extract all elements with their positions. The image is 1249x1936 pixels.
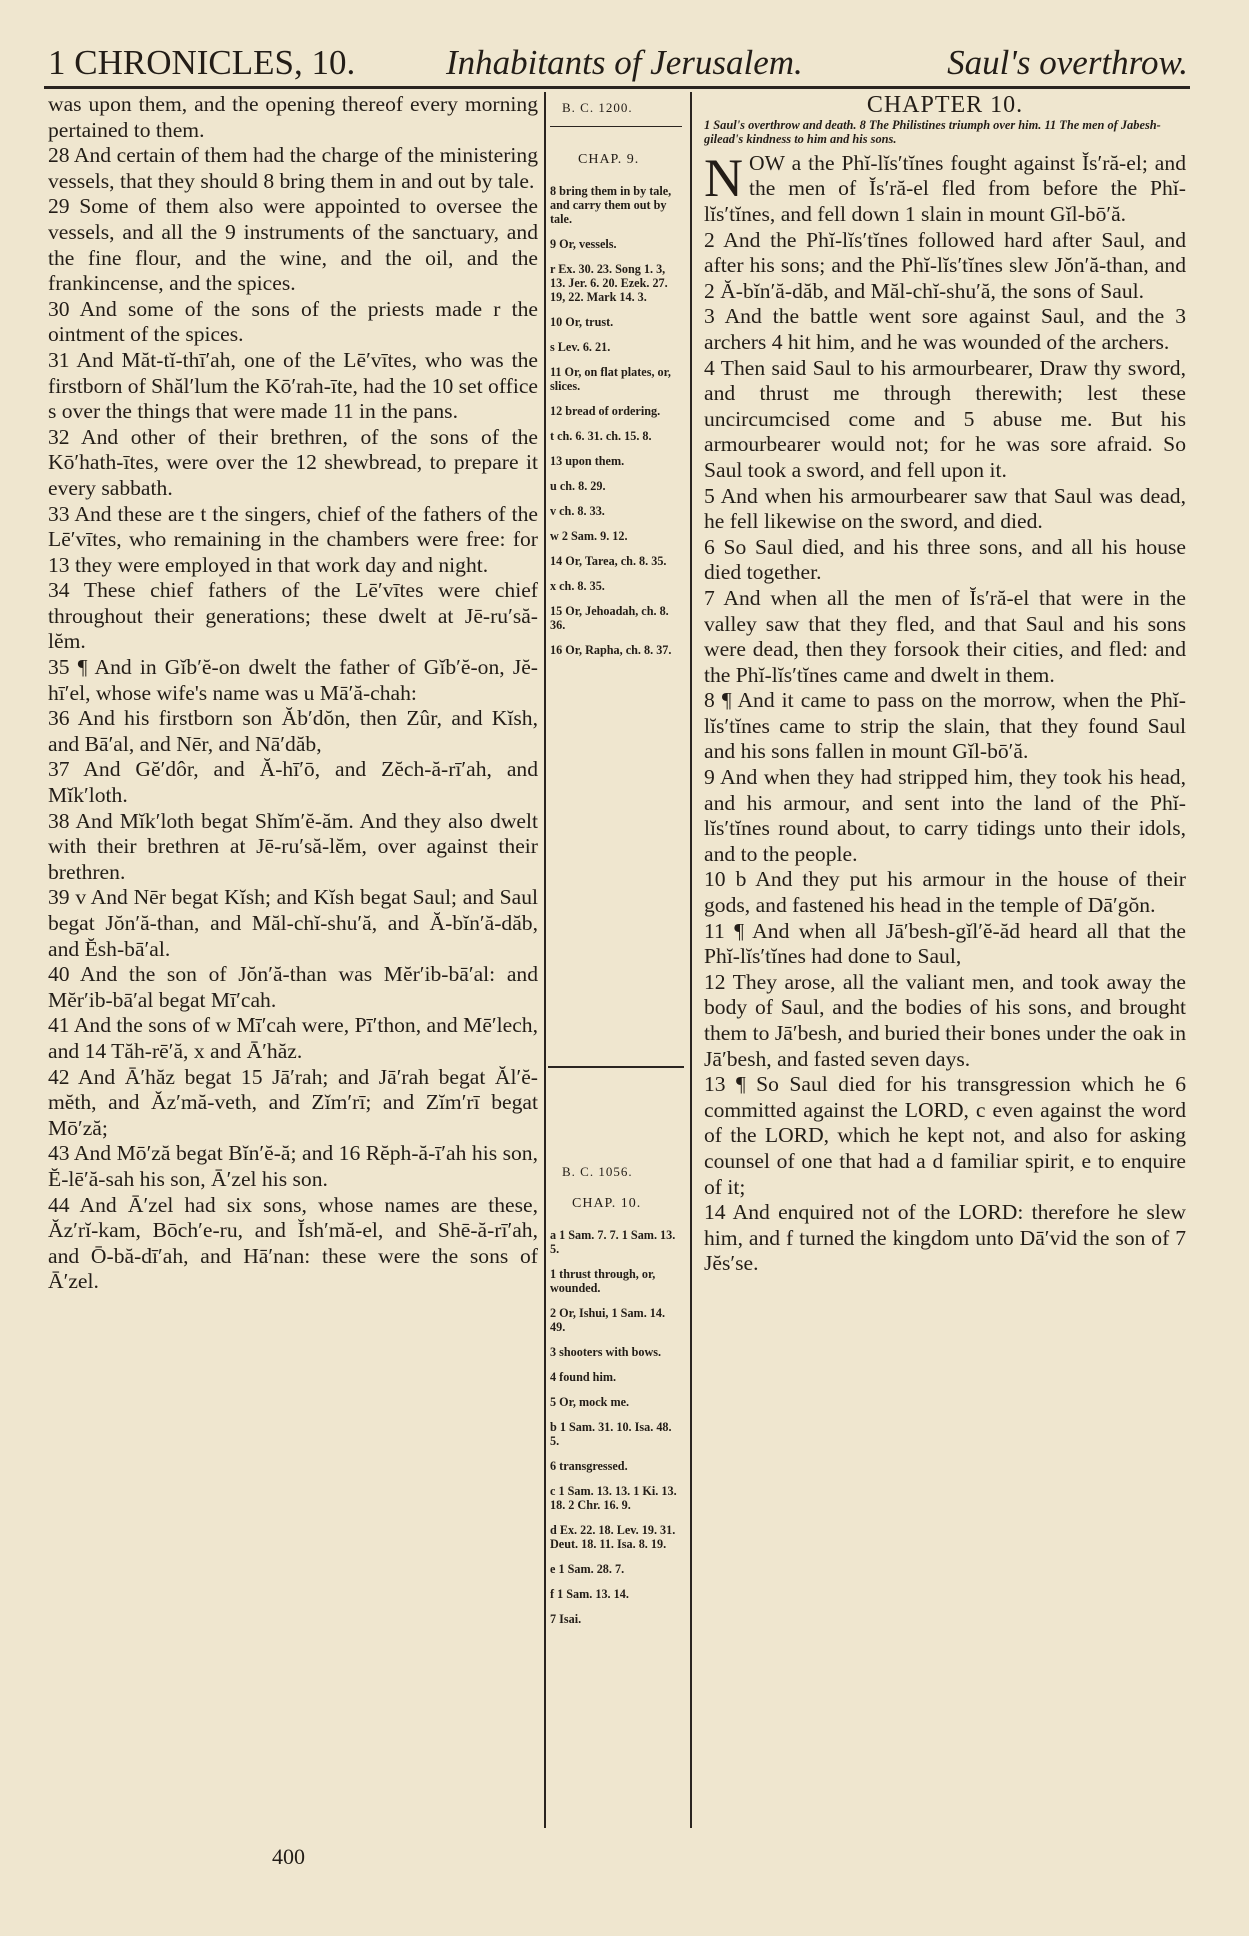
note-bottom-12: 7 Isai. xyxy=(550,1612,582,1626)
left-verse-12: 39 v And Nēr begat Kĭsh; and Kĭsh begat Saul; and Saul begat Jŏn′ă-than, and Măl-chĭ-shu′ă, and Ă-bĭn′ă-dăb, and Ĕsh-bā′al. xyxy=(48,885,538,961)
left-verse-17: 44 And Ā′zel had six sons, whose names are these, Ăz′rĭ-kam, Bōch′e-ru, and Ĭsh′mă-el, and Shē-ă-rī′ah, and Ō-bă-dī′ah, and Hā′nan: these were the sons of Ā′zel. xyxy=(48,1192,538,1294)
left-verse-8: 35 ¶ And in Gĭb′ĕ-on dwelt the father of Gĭb′ĕ-on, Jĕ-hī′el, whose wife's name was u Mā′ă-chah: xyxy=(48,655,538,705)
note-bottom-5: 5 Or, mock me. xyxy=(550,1395,630,1409)
note-top-11: w 2 Sam. 9. 12. xyxy=(550,529,628,543)
chapter-heading: CHAPTER 10. xyxy=(866,92,1024,118)
note-top-1: 9 Or, vessels. xyxy=(550,237,617,251)
left-verse-3: 30 And some of the sons of the priests made r the ointment of the spices. xyxy=(48,296,538,347)
notes-bottom xyxy=(550,1228,680,1637)
right-verse-11: 12 They arose, all the valiant men, and took away the body of Saul, and the bodies of his sons, and brought them to Jā′besh, and buried their bones under the oak in Jā′besh, and fasted seven days. xyxy=(704,969,1186,1071)
notes-top xyxy=(550,184,680,668)
note-bottom-11: f 1 Sam. 13. 14. xyxy=(550,1587,629,1601)
left-verse-1: 28 And certain of them had the charge of the ministering vessels, that they should 8 bring them in and out by tale. xyxy=(48,143,538,193)
note-bottom-7: 6 transgressed. xyxy=(550,1459,628,1473)
note-bottom-10: e 1 Sam. 28. 7. xyxy=(550,1562,625,1576)
reference-rule-top xyxy=(550,126,682,127)
page-header xyxy=(48,38,1188,88)
chap-bottom: CHAP. 10. xyxy=(572,1196,642,1211)
left-verse-7: 34 These chief fathers of the Lē′vītes were chief throughout their generations; these dwelt at Jē-ru′să-lĕm. xyxy=(48,578,538,654)
dropcap-letter: N xyxy=(704,147,743,208)
left-verse-9: 36 And his firstborn son Ăb′dŏn, then Zûr, and Kĭsh, and Bā′al, and Nēr, and Nā′dăb, xyxy=(48,706,538,756)
note-top-7: t ch. 6. 31. ch. 15. 8. xyxy=(550,429,652,443)
note-top-14: 15 Or, Jehoadah, ch. 8. 36. xyxy=(550,604,669,632)
note-bottom-8: c 1 Sam. 13. 13. 1 Ki. 13. 18. 2 Chr. 16. 9. xyxy=(550,1484,677,1512)
note-top-15: 16 Or, Rapha, ch. 8. 37. xyxy=(550,643,672,657)
note-top-3: 10 Or, trust. xyxy=(550,315,614,329)
note-bottom-6: b 1 Sam. 31. 10. Isa. 48. 5. xyxy=(550,1420,672,1448)
note-top-9: u ch. 8. 29. xyxy=(550,479,606,493)
page-number: 400 xyxy=(272,1844,305,1869)
header-right: Saul's overthrow. xyxy=(947,43,1188,82)
left-verse-16: 43 And Mō′ză begat Bĭn′ĕ-ă; and 16 Rĕph-ă-ī′ah his son, Ĕ-lē′ă-sah his son, Ā′zel his son. xyxy=(48,1141,538,1191)
date-top: B. C. 1200. xyxy=(562,100,633,115)
note-bottom-9: d Ex. 22. 18. Lev. 19. 31. Deut. 18. 11. Isa. 8. 19. xyxy=(550,1523,676,1551)
header-rule xyxy=(44,86,1190,89)
left-verse-13: 40 And the son of Jŏn′ă-than was Mĕr′ib-bā′al: and Mĕr′ib-bā′al begat Mī′cah. xyxy=(48,962,538,1012)
left-column xyxy=(48,92,538,1832)
note-top-5: 11 Or, on flat plates, or, slices. xyxy=(550,365,671,393)
note-top-12: 14 Or, Tarea, ch. 8. 35. xyxy=(550,554,667,568)
note-bottom-2: 2 Or, Ishui, 1 Sam. 14. 49. xyxy=(550,1306,666,1334)
right-column xyxy=(704,92,1186,1832)
left-verse-4: 31 And Măt-tĭ-thī′ah, one of the Lē′vītes, who was the firstborn of Shăl′lum the Kō′rah-īte, had the 10 set office s over the things that were made 11 in the pans. xyxy=(48,347,538,424)
note-bottom-0: a 1 Sam. 7. 7. 1 Sam. 13. 5. xyxy=(550,1228,676,1256)
note-bottom-1: 1 thrust through, or, wounded. xyxy=(550,1267,656,1295)
note-bottom-4: 4 found him. xyxy=(550,1370,617,1384)
note-top-8: 13 upon them. xyxy=(550,454,625,468)
verse-1-text: OW a the Phĭ-lĭs′tĭnes fought against Ĭs′ră-el; and the men of Ĭs′ră-el fled from before the Phĭ-lĭs′tĭnes, and fell down 1 slain in mount Gĭl-bō′ă. xyxy=(704,150,1186,226)
reference-column xyxy=(548,92,686,1832)
note-top-6: 12 bread of ordering. xyxy=(550,404,661,418)
left-verse-5: 32 And other of their brethren, of the sons of the Kō′hath-ītes, were over the 12 shewbread, to prepare it every sabbath. xyxy=(48,424,538,500)
left-verse-14: 41 And the sons of w Mī′cah were, Pī′thon, and Mē′lech, and 14 Tăh-rē′ă, x and Ā′hăz. xyxy=(48,1013,538,1063)
left-verse-6: 33 And these are t the singers, chief of the fathers of the Lē′vītes, who remaining in the chambers were free: for 13 they were employed in that work day and night. xyxy=(48,501,538,577)
note-bottom-3: 3 shooters with bows. xyxy=(550,1345,662,1359)
right-verse-5: 6 So Saul died, and his three sons, and all his house died together. xyxy=(704,534,1186,585)
header-title: Inhabitants of Jerusalem. xyxy=(446,43,803,82)
right-verse-2: 3 And the battle went sore against Saul, and the 3 archers 4 hit him, and he was wounded of the archers. xyxy=(704,304,1186,354)
right-verse-9: 10 b And they put his armour in the house of their gods, and fastened his head in the temple of Dā′gŏn. xyxy=(704,867,1186,918)
left-verse-0: was upon them, and the opening thereof every morning pertained to them. xyxy=(48,92,538,142)
chap-top: CHAP. 9. xyxy=(578,152,640,167)
right-verse-3: 4 Then said Saul to his armourbearer, Draw thy sword, and thrust me through therewith; lest these uncircumcised come and 5 abuse me. But his armourbearer would not; for he was sore afraid. So Saul took a sword, and fell upon it. xyxy=(704,355,1186,482)
left-verse-10: 37 And Gĕ′dôr, and Ă-hī′ō, and Zĕch-ă-rī′ah, and Mĭk′loth. xyxy=(48,757,538,808)
reference-rule-middle xyxy=(548,1066,684,1068)
header-book: 1 CHRONICLES, 10. xyxy=(48,43,356,82)
right-verse-4: 5 And when his armourbearer saw that Saul was dead, he fell likewise on the sword, and died. xyxy=(704,483,1186,534)
note-top-4: s Lev. 6. 21. xyxy=(550,340,611,354)
chapter-summary: 1 Saul's overthrow and death. 8 The Philistines triumph over him. 11 The men of Jabesh-gilead's kindness to him and his sons. xyxy=(704,118,1161,147)
right-verse-0 xyxy=(704,147,1186,228)
column-rule-left xyxy=(544,92,546,1828)
right-verse-13: 14 And enquired not of the LORD: therefore he slew him, and f turned the kingdom unto Dā′vid the son of 7 Jĕs′se. xyxy=(704,1200,1186,1276)
right-verse-10: 11 ¶ And when all Jā′besh-gĭl′ĕ-ăd heard all that the Phĭ-lĭs′tĭnes had done to Saul, xyxy=(704,918,1186,969)
left-verse-11: 38 And Mĭk′loth begat Shĭm′ĕ-ăm. And they also dwelt with their brethren at Jē-ru′să-lĕm, over against their brethren. xyxy=(48,808,538,884)
left-verse-2: 29 Some of them also were appointed to oversee the vessels, and all the 9 instruments of the sanctuary, and the fine flour, and the wine, and the oil, and the frankincense, and the spices. xyxy=(48,194,538,296)
right-verse-12: 13 ¶ So Saul died for his transgression which he 6 committed against the LORD, c even against the word of the LORD, which he kept not, and also for asking counsel of one that had a d familiar spirit, e to enquire of it; xyxy=(704,1072,1186,1199)
right-verse-8: 9 And when they had stripped him, they took his head, and his armour, and sent into the land of the Phĭ-lĭs′tĭnes round about, to carry tidings unto their idols, and to the people. xyxy=(704,765,1186,866)
note-top-10: v ch. 8. 33. xyxy=(550,504,605,518)
note-top-2: r Ex. 30. 23. Song 1. 3, 13. Jer. 6. 20. Ezek. 27. 19, 22. Mark 14. 3. xyxy=(550,262,668,304)
note-top-0: 8 bring them in by tale, and carry them out by tale. xyxy=(550,184,672,226)
right-verse-6: 7 And when all the men of Ĭs′ră-el that were in the valley saw that they fled, and that Saul and his sons were dead, then they forsook their cities, and fled: and the Phĭ-lĭs′tĭnes came and dwelt in them. xyxy=(704,585,1186,687)
right-verse-1: 2 And the Phĭ-lĭs′tĭnes followed hard after Saul, and after his sons; and the Phĭ-lĭs′tĭnes slew Jŏn′ă-than, and 2 Ă-bĭn′ă-dăb, and Măl-chĭ-shu′ă, the sons of Saul. xyxy=(704,227,1186,303)
left-verse-15: 42 And Ā′hăz begat 15 Jā′rah; and Jā′rah begat Ăl′ĕ-mĕth, and Ăz′mă-veth, and Zĭm′rī; and Zĭm′rī begat Mō′ză; xyxy=(48,1064,538,1140)
right-verse-7: 8 ¶ And it came to pass on the morrow, when the Phĭ-lĭs′tĭnes came to strip the slain, that they found Saul and his sons fallen in mount Gĭl-bō′ă. xyxy=(704,688,1186,764)
date-bottom: B. C. 1056. xyxy=(562,1164,633,1179)
note-top-13: x ch. 8. 35. xyxy=(550,579,605,593)
column-rule-right xyxy=(690,92,692,1828)
